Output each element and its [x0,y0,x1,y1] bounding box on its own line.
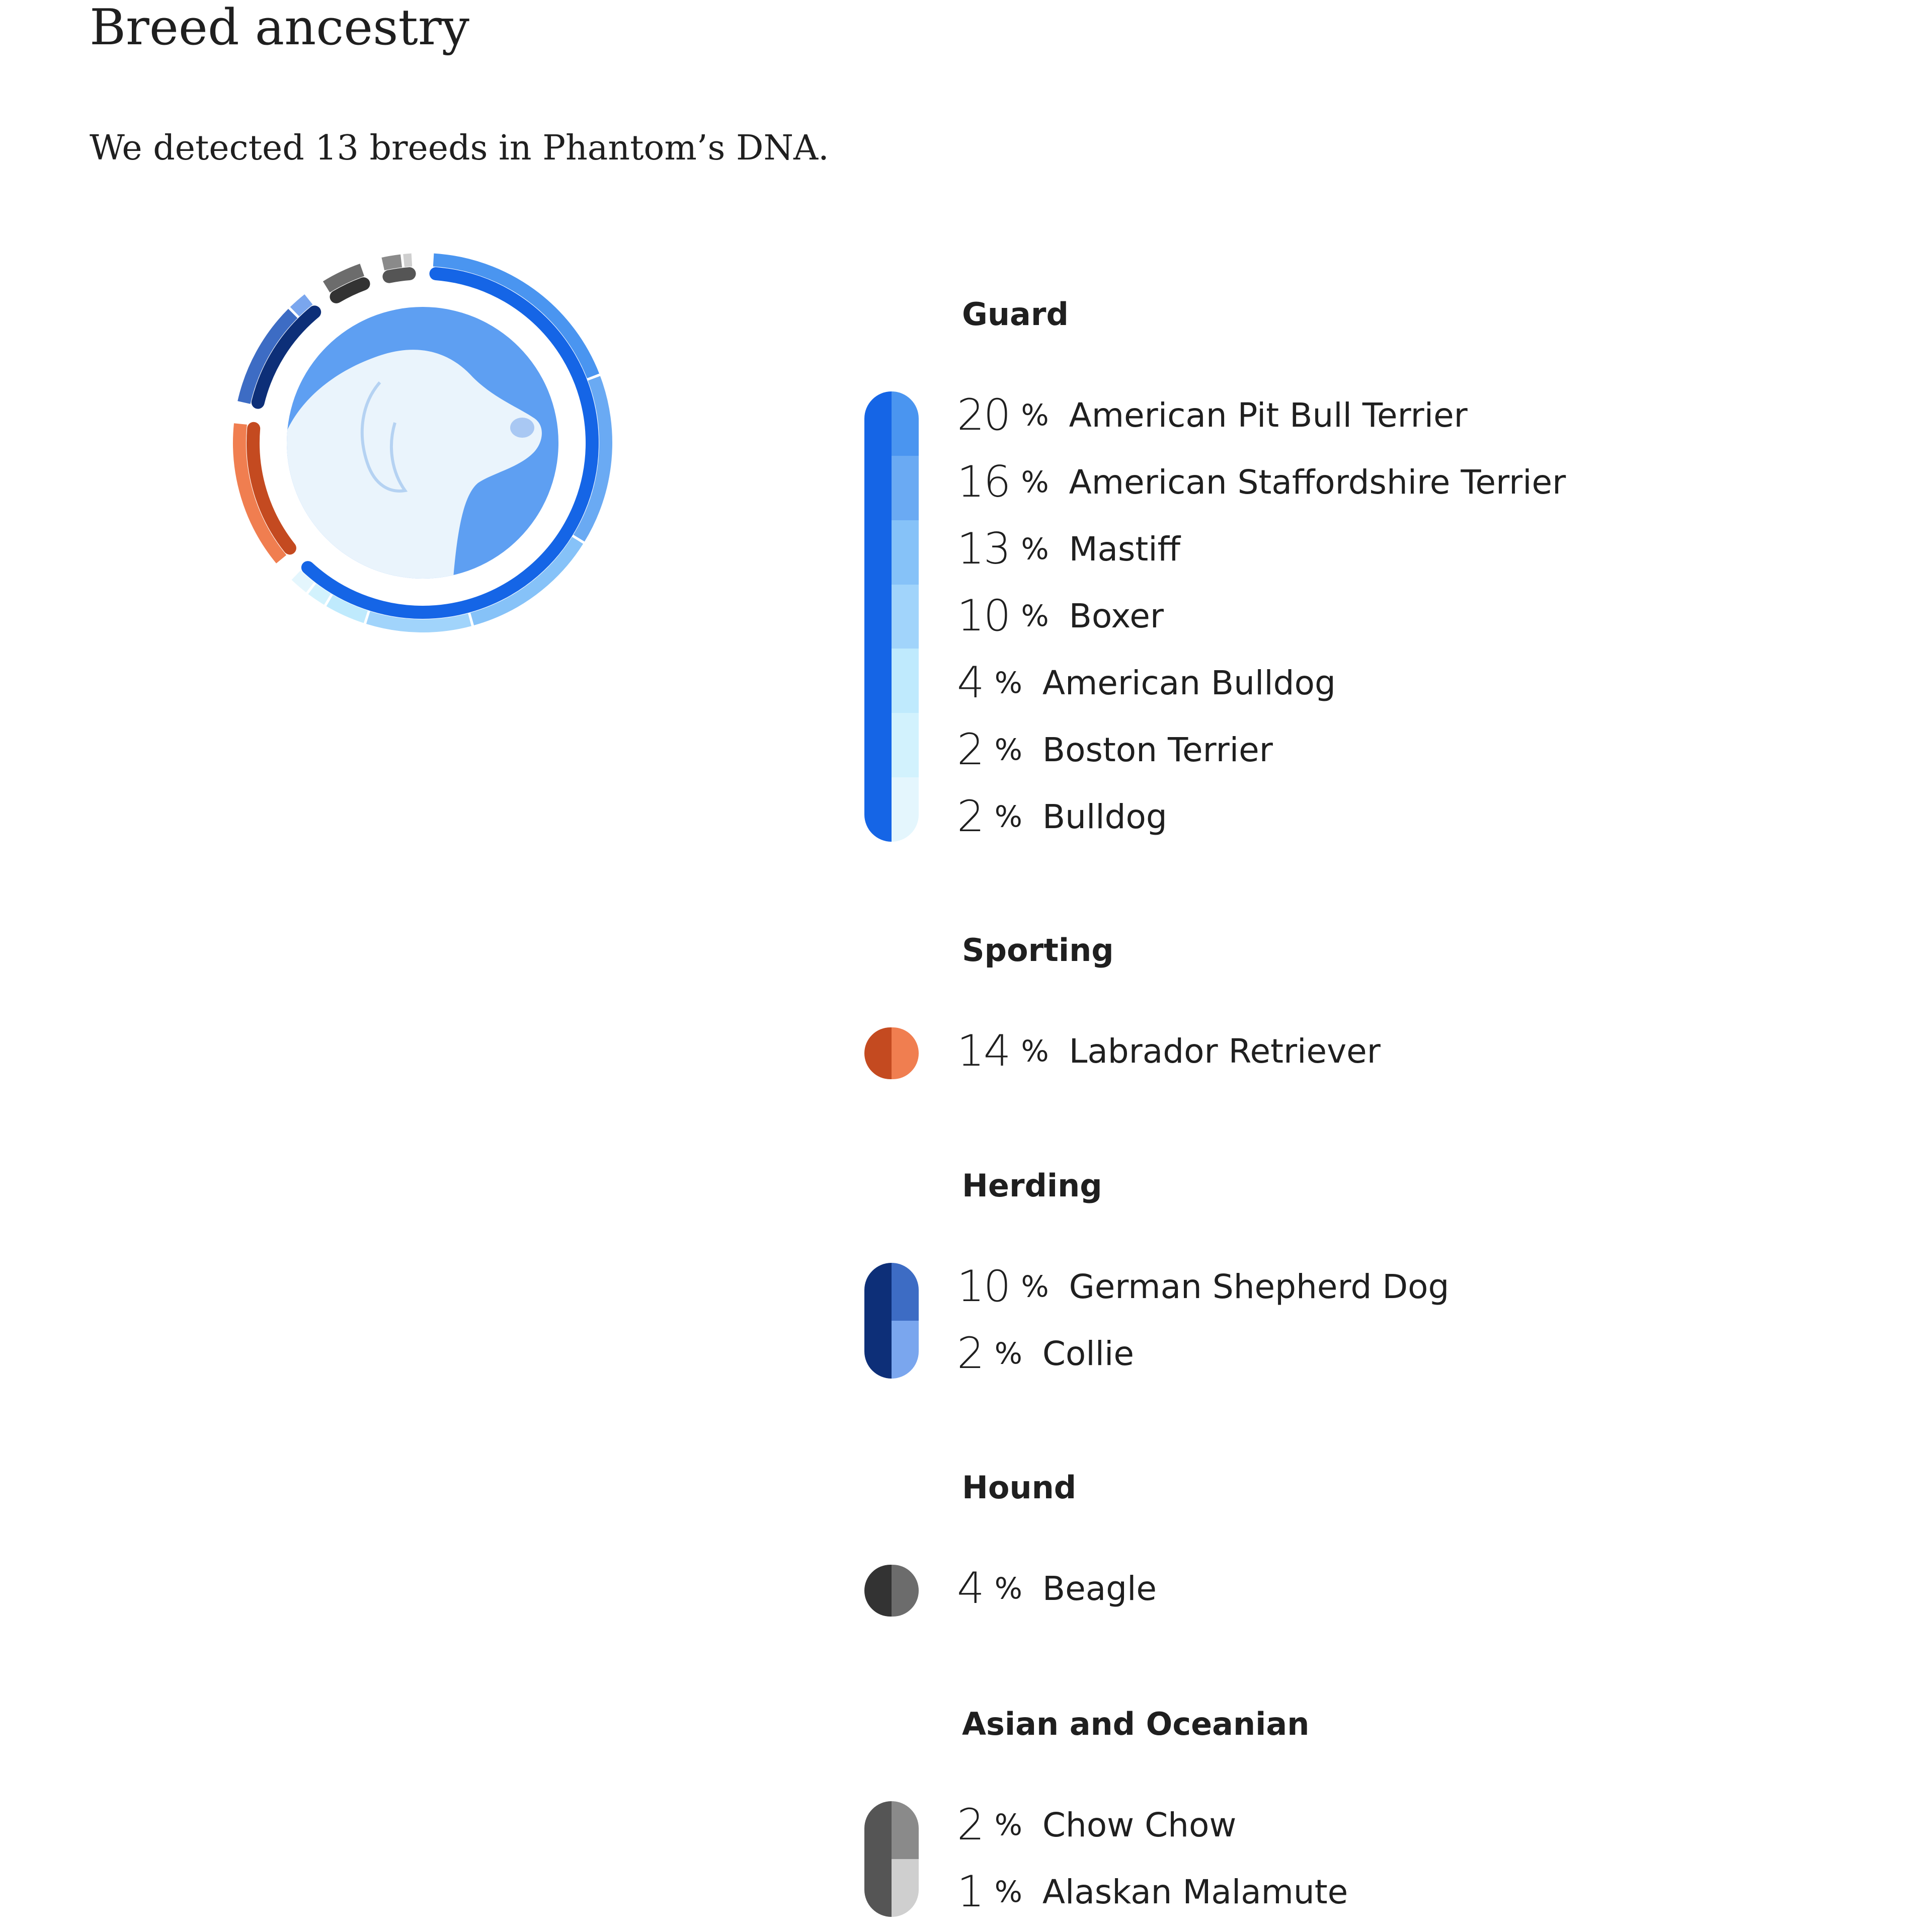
breed-percent-value: 10 [957,1261,1010,1312]
breed-percent-value: 2 [957,791,984,842]
breed-row [957,1792,1236,1858]
breed-row [957,1254,1449,1319]
bar-cell-bulldog [892,777,919,842]
percent-sign: % [1021,1034,1049,1068]
dog-head-icon [277,307,558,584]
breed-name: Alaskan Malamute [1042,1872,1348,1911]
bar-cell-american-staffordshire-terrier [892,456,919,520]
breed-percent-value: 1 [957,1867,984,1917]
breed-row [957,382,1468,448]
percent-sign: % [994,733,1022,767]
group-title-hound: Hound [962,1469,1077,1506]
bar-cell-boston-terrier [892,713,919,777]
breed-percent-value: 2 [957,725,984,775]
breed-name: Boxer [1069,596,1164,635]
group-bar-sporting [864,1027,919,1079]
breed-name: Beagle [1042,1569,1157,1608]
group-title-sporting: Sporting [962,932,1114,969]
group-bar-dark-guard [864,391,892,842]
breed-percent-value: 4 [957,1563,984,1614]
breed-name: Labrador Retriever [1069,1031,1381,1071]
donut-segment-alaskan-malamute [404,260,412,261]
breed-name: American Bulldog [1042,663,1336,702]
group-bar-dark-asian-and-oceanian [864,1801,892,1917]
percent-sign: % [994,1808,1022,1842]
breed-name: Boston Terrier [1042,730,1273,769]
bar-cell-german-shepherd-dog [892,1263,919,1321]
bar-cell-alaskan-malamute [892,1859,919,1917]
breed-percent-value: 16 [957,457,1010,507]
percent-sign: % [1021,398,1049,432]
percent-sign: % [1021,532,1049,566]
bar-cell-american-pit-bull-terrier [892,391,919,456]
breed-percent-value: 20 [957,390,1010,440]
breed-row [957,1859,1348,1924]
group-bar-guard [864,391,919,842]
group-title-asian-and-oceanian: Asian and Oceanian [962,1706,1310,1742]
breed-percent-value: 13 [957,524,1010,574]
percent-sign: % [994,1875,1022,1909]
breed-percent-value: 2 [957,1800,984,1850]
bar-cell-mastiff [892,520,919,585]
group-bar-dark-sporting [864,1027,892,1079]
group-title-guard: Guard [962,296,1069,333]
breed-name: Collie [1042,1334,1134,1373]
bar-cell-boxer [892,585,919,649]
breed-percent-value: 10 [957,591,1010,641]
breed-row [957,717,1273,782]
breed-percent-value: 14 [957,1026,1010,1076]
breed-row [957,1556,1157,1621]
breed-name: Mastiff [1069,529,1181,569]
percent-sign: % [1021,465,1049,499]
donut-segment-collie [295,299,309,311]
breed-percent-value: 4 [957,658,984,708]
breed-row [957,1321,1134,1386]
breed-name: American Staffordshire Terrier [1069,462,1566,502]
group-bar-dark-hound [864,1565,892,1617]
bar-cell-collie [892,1321,919,1379]
group-bar-dark-herding [864,1263,892,1379]
breed-donut-chart [211,231,634,654]
breed-row [957,516,1180,582]
donut-segment-bulldog [296,575,310,587]
breed-name: Bulldog [1042,797,1167,836]
breed-name: Chow Chow [1042,1805,1237,1844]
breed-row [957,449,1566,515]
bar-cell-chow-chow [892,1801,919,1859]
donut-group-asian-and-oceanian [389,274,409,277]
breed-row [957,784,1167,849]
bar-cell-beagle [892,1565,919,1617]
breed-name: German Shepherd Dog [1069,1267,1450,1306]
percent-sign: % [994,799,1022,834]
group-title-herding: Herding [962,1167,1102,1204]
page-title: Breed ancestry [90,0,470,56]
percent-sign: % [994,1336,1022,1371]
bar-cell-american-bulldog [892,649,919,713]
group-bar-asian-and-oceanian [864,1801,919,1917]
percent-sign: % [994,1571,1022,1605]
percent-sign: % [1021,599,1049,633]
breed-row [957,1018,1381,1084]
bar-cell-labrador-retriever [892,1027,919,1079]
breed-row [957,583,1164,649]
breed-percent-value: 2 [957,1328,984,1379]
donut-segment-boston-terrier [312,589,327,599]
breed-row [957,650,1336,715]
page-subtitle: We detected 13 breeds in Phantom’s DNA. [90,128,829,168]
group-bar-herding [864,1263,919,1379]
group-bar-hound [864,1565,919,1617]
percent-sign: % [994,666,1022,700]
donut-segment-chow-chow [383,261,401,264]
percent-sign: % [1021,1269,1049,1304]
breed-name: American Pit Bull Terrier [1069,395,1468,435]
